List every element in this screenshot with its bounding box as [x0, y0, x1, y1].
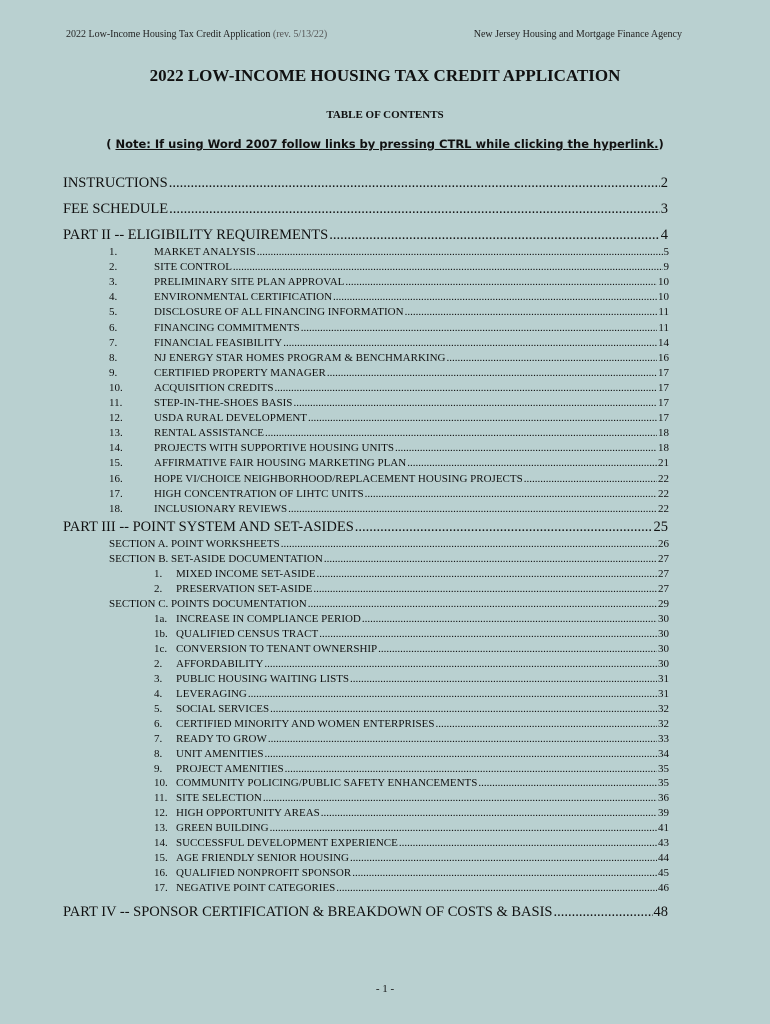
- toc-page-number: 14: [658, 336, 669, 349]
- dot-leader: [265, 427, 657, 439]
- toc-entry-label: INSTRUCTIONS: [63, 175, 168, 191]
- item-title: PRESERVATION SET-ASIDE: [176, 583, 313, 595]
- toc-subentry-label: [154, 733, 267, 745]
- toc-subentry-label: [109, 306, 404, 318]
- item-number: 9.: [154, 762, 163, 775]
- item-title: HIGH OPPORTUNITY AREAS: [176, 807, 320, 820]
- toc-subentry-label: [109, 291, 332, 303]
- item-title: ENVIRONMENTAL CERTIFICATION: [154, 291, 333, 304]
- toc-subentry-label: [154, 882, 335, 894]
- item-title: COMMUNITY POLICING/PUBLIC SAFETY ENHANCEMENTS: [176, 777, 478, 790]
- toc-page-number: 43: [658, 837, 669, 850]
- item-number: 10.: [109, 381, 123, 394]
- toc-subentry[interactable]: [109, 442, 669, 454]
- dot-leader: [293, 397, 657, 409]
- dot-leader: [264, 658, 657, 670]
- dot-leader: [257, 246, 663, 258]
- toc-entry-label: FEE SCHEDULE: [63, 201, 169, 217]
- toc-entry-label: SECTION A. POINT WORKSHEETS: [109, 538, 280, 550]
- item-title: USDA RURAL DEVELOPMENT: [154, 412, 307, 425]
- toc-subentry-label: [109, 261, 232, 273]
- toc-page-number: 44: [658, 852, 669, 865]
- toc-subentry[interactable]: [154, 777, 669, 789]
- toc-subentry[interactable]: [109, 322, 669, 334]
- dot-leader: [233, 261, 663, 273]
- toc-subentry-label: [109, 488, 364, 500]
- dot-leader: [169, 201, 660, 218]
- note-text: Note: If using Word 2007 follow links by pressing CTRL while clicking the hyperlink.: [115, 137, 659, 151]
- toc-subentry-label: [154, 688, 247, 700]
- toc-subentry-label: [109, 457, 406, 469]
- toc-subentry-label: [154, 748, 263, 760]
- toc-subentry[interactable]: [109, 352, 669, 364]
- toc-subentry[interactable]: [109, 291, 669, 303]
- toc-subentry[interactable]: [154, 837, 669, 849]
- toc-page-number: 41: [658, 822, 669, 835]
- toc-subentry-label: [154, 822, 269, 834]
- toc-subentry-label: [109, 367, 326, 379]
- toc-page-number: 18: [658, 427, 669, 440]
- toc-page-number: 34: [658, 747, 669, 760]
- toc-page-number: 17: [658, 412, 669, 425]
- toc-page-number: 30: [658, 642, 669, 655]
- toc-page-number: 30: [658, 657, 669, 670]
- item-number: 9.: [109, 366, 118, 379]
- item-number: 3.: [154, 672, 163, 685]
- toc-page-number: 46: [658, 882, 669, 895]
- toc-page-number: 22: [658, 502, 669, 515]
- item-title: MIXED INCOME SET-ASIDE: [176, 568, 316, 580]
- toc-subentry[interactable]: [109, 306, 669, 318]
- toc-subentry-label: [154, 807, 320, 819]
- toc-subentry-label: [154, 852, 349, 864]
- dot-leader: [553, 904, 652, 921]
- toc-subentry[interactable]: [154, 688, 669, 700]
- item-title: CERTIFIED PROPERTY MANAGER: [154, 366, 326, 379]
- item-title: HIGH CONCENTRATION OF LIHTC UNITS: [154, 487, 364, 500]
- dot-leader: [270, 703, 657, 715]
- toc-page-number: 45: [658, 867, 669, 880]
- toc-page-number: 9: [663, 261, 669, 274]
- toc-subentry-label: [109, 473, 523, 485]
- toc-subentry[interactable]: [154, 763, 669, 775]
- item-number: 11.: [154, 792, 168, 805]
- dot-leader: [248, 688, 657, 700]
- toc-entry-section-b[interactable]: [109, 553, 669, 565]
- item-title: DISCLOSURE OF ALL FINANCING INFORMATION: [154, 306, 404, 319]
- item-number: 11.: [109, 397, 123, 409]
- toc-page-number: 22: [658, 472, 669, 485]
- toc-entry-part-4[interactable]: [63, 904, 668, 921]
- item-number: 1a.: [154, 613, 168, 625]
- toc-page-number: 17: [658, 381, 669, 394]
- toc-page-number: 36: [658, 792, 669, 805]
- header-revision: (rev. 5/13/22): [272, 29, 328, 40]
- dot-leader: [169, 175, 660, 192]
- toc-subentry-label: [109, 246, 256, 258]
- toc-subentry[interactable]: [154, 822, 669, 834]
- toc-subentry[interactable]: [109, 367, 669, 379]
- item-number: 6.: [109, 321, 118, 334]
- page-number-footer: - 1 -: [375, 983, 395, 995]
- item-number: 17.: [109, 487, 123, 500]
- toc-page-number: 18: [658, 442, 669, 455]
- dot-leader: [355, 519, 653, 536]
- toc-subentry-label: [109, 503, 287, 515]
- item-title: INCLUSIONARY REVIEWS: [154, 502, 288, 515]
- toc-page-number: 26: [658, 538, 669, 550]
- toc-page-number: 25: [653, 519, 668, 535]
- dot-leader: [324, 553, 657, 565]
- dot-leader: [319, 628, 657, 640]
- item-title: PROJECT AMENITIES: [176, 762, 284, 775]
- dot-leader: [301, 322, 658, 334]
- item-number: 14.: [154, 837, 168, 850]
- item-number: 16.: [109, 472, 123, 485]
- toc-page-number: 11: [658, 306, 669, 319]
- dot-leader: [350, 673, 657, 685]
- item-title: SOCIAL SERVICES: [176, 702, 270, 715]
- toc-page-number: 2: [660, 175, 668, 191]
- item-title: MARKET ANALYSIS: [154, 246, 256, 258]
- dot-leader: [399, 837, 657, 849]
- toc-subentry-label: [109, 412, 307, 424]
- toc-entry-label: PART II -- ELIGIBILITY REQUIREMENTS: [63, 227, 329, 243]
- toc-subentry-label: [154, 718, 434, 730]
- dot-leader: [446, 352, 657, 364]
- toc-subentry[interactable]: [154, 882, 669, 894]
- item-title: STEP-IN-THE-SHOES BASIS: [154, 397, 293, 409]
- toc-page-number: 39: [658, 807, 669, 820]
- item-number: 15.: [109, 457, 123, 470]
- toc-page-number: 3: [660, 201, 668, 217]
- toc-page-number: 4: [660, 227, 668, 243]
- item-title: ACQUISITION CREDITS: [154, 381, 274, 394]
- item-number: 18.: [109, 502, 123, 515]
- dot-leader: [317, 568, 657, 580]
- item-title: SITE CONTROL: [154, 261, 232, 274]
- toc-page-number: 17: [658, 397, 669, 409]
- toc-page-number: 27: [658, 583, 669, 595]
- toc-subentry[interactable]: [109, 503, 669, 515]
- item-title: PRELIMINARY SITE PLAN APPROVAL: [154, 276, 345, 289]
- toc-entry-label: SECTION C. POINTS DOCUMENTATION: [109, 598, 307, 610]
- toc-subentry-label: [154, 837, 398, 849]
- dot-leader: [378, 643, 657, 655]
- item-title: SITE SELECTION: [176, 792, 262, 805]
- note-open-paren: (: [106, 137, 116, 151]
- item-number: 8.: [109, 351, 118, 364]
- header-title: 2022 Low-Income Housing Tax Credit Application: [66, 29, 271, 40]
- hyperlink-note: [0, 137, 770, 151]
- toc-entry-part-3[interactable]: [63, 519, 668, 536]
- item-title: NJ ENERGY STAR HOMES PROGRAM & BENCHMARKING: [154, 351, 446, 364]
- toc-entry-label: SECTION B. SET-ASIDE DOCUMENTATION: [109, 553, 323, 565]
- toc-entry-section-a[interactable]: [109, 538, 669, 550]
- dot-leader: [270, 822, 657, 834]
- item-title: QUALIFIED NONPROFIT SPONSOR: [176, 867, 352, 880]
- toc-subentry[interactable]: [109, 473, 669, 485]
- toc-subentry[interactable]: [154, 867, 669, 879]
- toc-page-number: 31: [658, 672, 669, 685]
- dot-leader: [274, 382, 657, 394]
- dot-leader: [308, 412, 657, 424]
- dot-leader: [288, 503, 657, 515]
- dot-leader: [407, 457, 657, 469]
- toc-page-number: 27: [658, 568, 669, 580]
- dot-leader: [333, 291, 657, 303]
- toc-entry-fee-schedule[interactable]: [63, 201, 668, 218]
- item-number: 2.: [109, 261, 118, 274]
- toc-subentry[interactable]: [154, 673, 669, 685]
- item-title: RENTAL ASSISTANCE: [154, 427, 264, 440]
- item-title: AFFIRMATIVE FAIR HOUSING MARKETING PLAN: [154, 457, 407, 470]
- item-number: 14.: [109, 442, 123, 455]
- item-title: AGE FRIENDLY SENIOR HOUSING: [176, 852, 349, 865]
- toc-entry-part-2[interactable]: [63, 227, 668, 244]
- toc-subentry-label: [154, 792, 262, 804]
- toc-subentry-label: [154, 763, 284, 775]
- item-number: 3.: [109, 276, 118, 289]
- dot-leader: [263, 792, 657, 804]
- toc-page-number: 32: [658, 702, 669, 715]
- toc-page-number: 10: [658, 276, 669, 289]
- toc-subentry[interactable]: [109, 397, 669, 409]
- item-number: 4.: [109, 291, 118, 304]
- item-title: UNIT AMENITIES: [176, 747, 264, 760]
- document-title: 2022 LOW-INCOME HOUSING TAX CREDIT APPLICATION: [149, 66, 621, 85]
- item-number: 4.: [154, 687, 163, 700]
- toc-subentry-label: [154, 583, 312, 595]
- dot-leader: [365, 488, 657, 500]
- toc-page-number: 31: [658, 687, 669, 700]
- note-close-paren: ): [658, 137, 664, 151]
- toc-page-number: 33: [658, 732, 669, 745]
- running-header-right: New Jersey Housing and Mortgage Finance Agency: [473, 29, 682, 40]
- item-title: CERTIFIED MINORITY AND WOMEN ENTERPRISES: [176, 717, 435, 730]
- toc-page-number: 30: [658, 613, 669, 625]
- dot-leader: [283, 337, 657, 349]
- item-number: 8.: [154, 747, 163, 760]
- item-title: CONVERSION TO TENANT OWNERSHIP: [176, 642, 378, 655]
- toc-subentry-label: [154, 703, 269, 715]
- item-number: 1c.: [154, 642, 168, 655]
- toc-subentry[interactable]: [109, 337, 669, 349]
- dot-leader: [478, 777, 657, 789]
- toc-subentry[interactable]: [109, 246, 669, 258]
- toc-subentry[interactable]: [154, 718, 669, 730]
- toc-subentry-label: [109, 276, 344, 288]
- item-number: 13.: [109, 427, 123, 440]
- toc-page-number: 21: [658, 457, 669, 470]
- toc-subentry[interactable]: [109, 412, 669, 424]
- dot-leader: [268, 733, 657, 745]
- dot-leader: [350, 852, 657, 864]
- toc-subentry-label: [109, 337, 282, 349]
- toc-subentry[interactable]: [154, 643, 669, 655]
- item-number: 7.: [109, 336, 118, 349]
- item-number: 13.: [154, 822, 168, 835]
- item-title: QUALIFIED CENSUS TRACT: [176, 627, 319, 640]
- toc-subentry[interactable]: [109, 382, 669, 394]
- toc-subentry[interactable]: [154, 748, 669, 760]
- toc-entry-instructions[interactable]: [63, 175, 668, 192]
- toc-page-number: 11: [658, 321, 669, 334]
- dot-leader: [327, 367, 657, 379]
- item-number: 12.: [109, 412, 123, 425]
- item-title: FINANCING COMMITMENTS: [154, 321, 300, 334]
- dot-leader: [336, 882, 657, 894]
- item-number: 1.: [109, 246, 118, 258]
- dot-leader: [524, 473, 657, 485]
- dot-leader: [345, 276, 657, 288]
- item-title: SUCCESSFUL DEVELOPMENT EXPERIENCE: [176, 837, 398, 850]
- item-number: 5.: [154, 702, 163, 715]
- toc-subentry-label: [109, 382, 273, 394]
- dot-leader: [281, 538, 657, 550]
- toc-subentry-label: [154, 628, 318, 640]
- toc-subentry-label: [154, 613, 361, 625]
- item-number: 1.: [154, 568, 163, 580]
- toc-page-number: 27: [658, 553, 669, 565]
- item-title: AFFORDABILITY: [176, 657, 264, 670]
- toc-subentry[interactable]: [109, 457, 669, 469]
- item-number: 15.: [154, 852, 168, 865]
- dot-leader: [405, 306, 658, 318]
- item-title: INCREASE IN COMPLIANCE PERIOD: [176, 613, 361, 625]
- item-number: 2.: [154, 583, 163, 595]
- toc-page-number: 5: [663, 246, 669, 258]
- item-number: 12.: [154, 807, 168, 820]
- toc-subentry[interactable]: [154, 733, 669, 745]
- toc-page-number: 48: [653, 904, 668, 920]
- running-header-left: [66, 29, 327, 40]
- toc-subentry[interactable]: [154, 658, 669, 670]
- toc-subentry-label: [109, 442, 394, 454]
- item-title: HOPE VI/CHOICE NEIGHBORHOOD/REPLACEMENT HOUSING PROJECTS: [154, 472, 523, 485]
- item-title: FINANCIAL FEASIBILITY: [154, 336, 283, 349]
- toc-subentry[interactable]: [109, 276, 669, 288]
- dot-leader: [321, 807, 657, 819]
- dot-leader: [352, 867, 657, 879]
- toc-subentry-label: [109, 352, 445, 364]
- toc-page-number: 10: [658, 291, 669, 304]
- dot-leader: [313, 583, 657, 595]
- toc-entry-label: PART IV -- SPONSOR CERTIFICATION & BREAKDOWN OF COSTS & BASIS: [63, 904, 553, 920]
- toc-subentry[interactable]: [154, 807, 669, 819]
- item-number: 2.: [154, 657, 163, 670]
- toc-subentry-label: [154, 658, 263, 670]
- toc-subentry-label: [154, 867, 351, 879]
- item-number: 17.: [154, 882, 168, 895]
- toc-page-number: 22: [658, 487, 669, 500]
- toc-subentry[interactable]: [154, 568, 669, 580]
- item-number: 7.: [154, 732, 163, 745]
- toc-subentry[interactable]: [154, 583, 669, 595]
- toc-subentry[interactable]: [154, 852, 669, 864]
- item-title: NEGATIVE POINT CATEGORIES: [176, 882, 336, 895]
- toc-subentry[interactable]: [109, 488, 669, 500]
- item-title: GREEN BUILDING: [176, 822, 269, 835]
- dot-leader: [395, 442, 657, 454]
- toc-subentry-label: [154, 777, 477, 789]
- toc-subentry[interactable]: [154, 628, 669, 640]
- toc-heading: TABLE OF CONTENTS: [326, 109, 444, 121]
- dot-leader: [435, 718, 657, 730]
- item-number: 10.: [154, 777, 168, 790]
- dot-leader: [329, 227, 660, 244]
- dot-leader: [362, 613, 657, 625]
- dot-leader: [285, 763, 657, 775]
- item-number: 1b.: [154, 627, 168, 640]
- dot-leader: [308, 598, 657, 610]
- toc-page-number: 30: [658, 627, 669, 640]
- toc-page-number: 32: [658, 717, 669, 730]
- toc-subentry[interactable]: [154, 613, 669, 625]
- toc-subentry[interactable]: [154, 792, 669, 804]
- dot-leader: [264, 748, 657, 760]
- item-title: READY TO GROW: [176, 732, 267, 745]
- toc-subentry-label: [154, 568, 316, 580]
- toc-subentry[interactable]: [154, 703, 669, 715]
- item-number: 16.: [154, 867, 168, 880]
- toc-page-number: 35: [658, 777, 669, 790]
- toc-subentry-label: [154, 673, 349, 685]
- item-number: 5.: [109, 306, 118, 319]
- toc-subentry-label: [109, 427, 264, 439]
- toc-subentry-label: [109, 397, 292, 409]
- item-title: PROJECTS WITH SUPPORTIVE HOUSING UNITS: [154, 442, 394, 455]
- toc-subentry[interactable]: [109, 261, 669, 273]
- toc-entry-section-c[interactable]: [109, 598, 669, 610]
- toc-entry-label: PART III -- POINT SYSTEM AND SET-ASIDES: [63, 519, 354, 535]
- toc-page-number: 29: [658, 598, 669, 610]
- toc-page-number: 17: [658, 366, 669, 379]
- item-title: LEVERAGING: [176, 687, 247, 700]
- toc-subentry[interactable]: [109, 427, 669, 439]
- toc-page-number: 16: [658, 351, 669, 364]
- toc-page-number: 35: [658, 762, 669, 775]
- item-number: 6.: [154, 717, 163, 730]
- toc-subentry-label: [154, 643, 377, 655]
- item-title: PUBLIC HOUSING WAITING LISTS: [176, 672, 350, 685]
- toc-subentry-label: [109, 322, 300, 334]
